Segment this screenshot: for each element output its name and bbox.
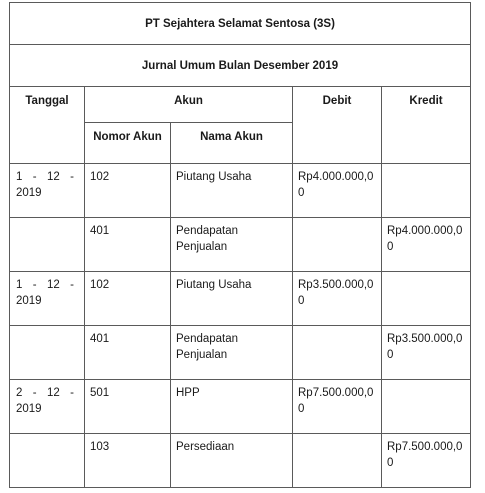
credit-amount: Rp7.500.000,00 <box>382 434 471 488</box>
date-month: 12 <box>46 387 60 399</box>
table-row <box>10 164 471 218</box>
date-month: 12 <box>46 171 60 183</box>
date-cell <box>10 380 85 434</box>
table-row <box>10 434 471 488</box>
table-row <box>10 218 471 272</box>
journal-table <box>9 2 471 488</box>
date-year: 2019 <box>16 403 42 415</box>
company-name: PT Sejahtera Selamat Sentosa (3S) <box>10 3 471 45</box>
date-cell <box>10 434 85 488</box>
account-name: Pendapatan Penjualan <box>171 326 293 380</box>
credit-amount <box>382 272 471 326</box>
date-cell <box>10 164 85 218</box>
credit-amount <box>382 164 471 218</box>
date-day: 1 <box>16 279 23 291</box>
table-row <box>10 326 471 380</box>
date-separator: - <box>70 387 74 399</box>
debit-amount: Rp4.000.000,00 <box>293 164 382 218</box>
account-number: 102 <box>85 272 171 326</box>
credit-amount <box>382 380 471 434</box>
header-tanggal: Tanggal <box>10 87 85 164</box>
date-line <box>16 169 74 185</box>
account-name: Persediaan <box>171 434 293 488</box>
date-month: 12 <box>46 279 60 291</box>
header-debit: Debit <box>293 87 382 164</box>
credit-amount: Rp4.000.000,00 <box>382 218 471 272</box>
account-name: HPP <box>171 380 293 434</box>
date-day: 1 <box>16 171 23 183</box>
date-line <box>16 277 74 293</box>
header-akun: Akun <box>85 87 293 123</box>
account-number: 501 <box>85 380 171 434</box>
date-line <box>16 385 74 401</box>
date-cell <box>10 272 85 326</box>
debit-amount: Rp7.500.000,00 <box>293 380 382 434</box>
debit-amount: Rp3.500.000,00 <box>293 272 382 326</box>
account-number: 102 <box>85 164 171 218</box>
credit-amount: Rp3.500.000,00 <box>382 326 471 380</box>
table-row <box>10 380 471 434</box>
header-nomor-akun: Nomor Akun <box>85 123 171 164</box>
date-year: 2019 <box>16 187 42 199</box>
date-day: 2 <box>16 387 23 399</box>
header-kredit: Kredit <box>382 87 471 164</box>
date-separator: - <box>70 171 74 183</box>
date-cell <box>10 218 85 272</box>
account-number: 103 <box>85 434 171 488</box>
date-separator: - <box>32 387 37 399</box>
table-row <box>10 272 471 326</box>
date-separator: - <box>70 279 74 291</box>
account-name: Piutang Usaha <box>171 164 293 218</box>
date-separator: - <box>32 279 37 291</box>
debit-amount <box>293 218 382 272</box>
account-number: 401 <box>85 326 171 380</box>
date-year: 2019 <box>16 295 42 307</box>
account-number: 401 <box>85 218 171 272</box>
journal-title: Jurnal Umum Bulan Desember 2019 <box>10 45 471 87</box>
debit-amount <box>293 434 382 488</box>
date-cell <box>10 326 85 380</box>
debit-amount <box>293 326 382 380</box>
date-separator: - <box>32 171 37 183</box>
header-nama-akun: Nama Akun <box>171 123 293 164</box>
account-name: Pendapatan Penjualan <box>171 218 293 272</box>
account-name: Piutang Usaha <box>171 272 293 326</box>
